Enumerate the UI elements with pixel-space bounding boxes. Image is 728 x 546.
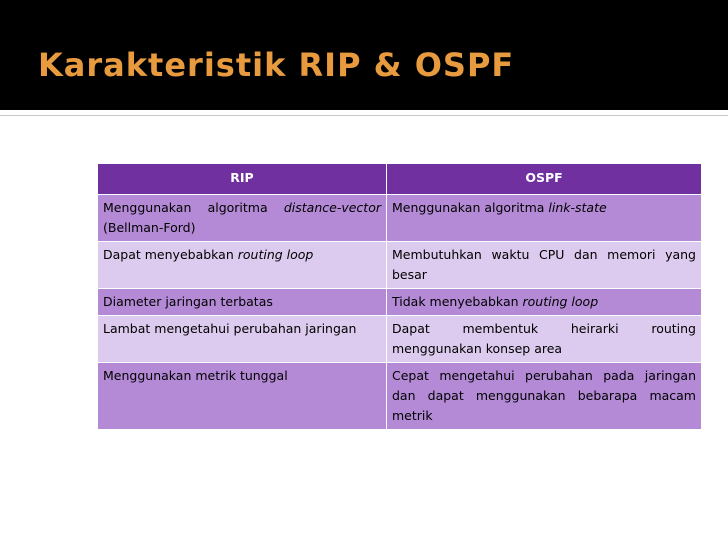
cell-text-part: Tidak menyebabkan xyxy=(392,294,523,309)
comparison-table xyxy=(97,163,702,430)
rip-cell xyxy=(98,363,387,430)
table-row xyxy=(98,195,702,242)
rip-cell xyxy=(98,242,387,289)
cell-text-part: Cepat mengetahui perubahan pada jaringan dan dapat menggunakan bebarapa macam metrik xyxy=(392,368,696,423)
cell-text-part: Menggunakan algoritma xyxy=(392,200,549,215)
cell-text-part: Membutuhkan waktu CPU dan memori yang besar xyxy=(392,247,696,282)
rip-cell xyxy=(98,195,387,242)
cell-text-part: (Bellman-Ford) xyxy=(103,220,196,235)
table-body xyxy=(98,195,702,430)
cell-text xyxy=(392,198,696,218)
cell-text xyxy=(392,292,696,312)
cell-text-part: Dapat menyebabkan xyxy=(103,247,238,262)
slide-title: Karakteristik RIP & OSPF xyxy=(38,46,515,84)
ospf-cell xyxy=(387,195,702,242)
cell-text-italic: routing loop xyxy=(237,247,314,262)
cell-text xyxy=(392,245,696,285)
title-bar xyxy=(0,0,728,110)
cell-text xyxy=(103,366,381,386)
table-row xyxy=(98,289,702,316)
rip-cell xyxy=(98,289,387,316)
cell-text-part: Lambat mengetahui perubahan jaringan xyxy=(103,321,357,336)
header-ospf: OSPF xyxy=(387,164,702,195)
cell-text-italic: routing loop xyxy=(522,294,599,309)
table-row xyxy=(98,242,702,289)
cell-text-part: Menggunakan metrik tunggal xyxy=(103,368,288,383)
ospf-cell xyxy=(387,242,702,289)
divider-line xyxy=(0,115,728,116)
cell-text-part: Diameter jaringan terbatas xyxy=(103,294,273,309)
table-header-row xyxy=(98,164,702,195)
cell-text xyxy=(392,366,696,426)
ospf-cell xyxy=(387,316,702,363)
header-rip: RIP xyxy=(98,164,387,195)
rip-cell xyxy=(98,316,387,363)
cell-text-italic: distance-vector xyxy=(283,200,381,215)
cell-text-italic: link-state xyxy=(548,200,607,215)
cell-text xyxy=(103,245,381,265)
cell-text xyxy=(103,198,381,238)
cell-text xyxy=(392,319,696,359)
table-row xyxy=(98,363,702,430)
cell-text-part: Menggunakan algoritma xyxy=(103,200,284,215)
cell-text xyxy=(103,292,381,312)
cell-text xyxy=(103,319,381,339)
ospf-cell xyxy=(387,289,702,316)
cell-text-part: Dapat membentuk heirarki routing menggunakan konsep area xyxy=(392,321,696,356)
ospf-cell xyxy=(387,363,702,430)
table-row xyxy=(98,316,702,363)
